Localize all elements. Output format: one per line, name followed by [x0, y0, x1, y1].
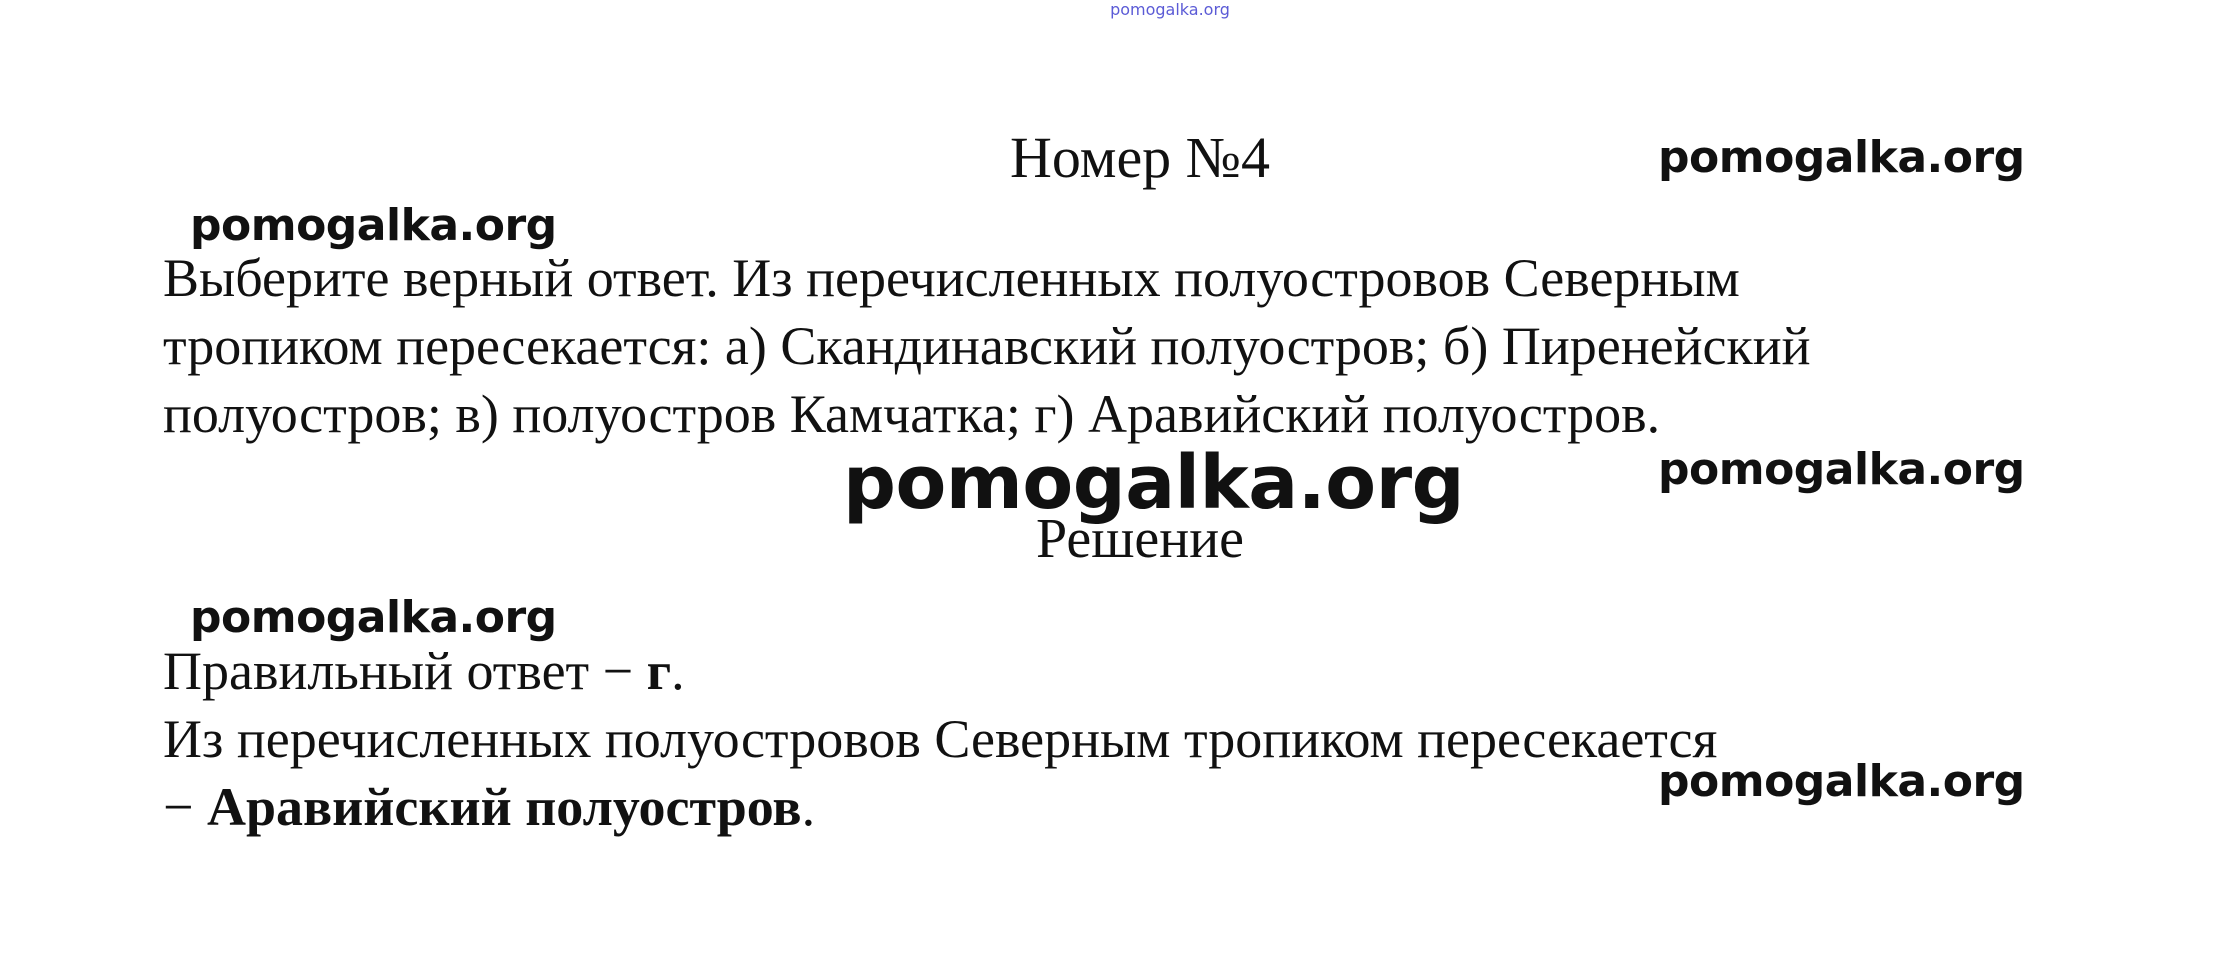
question-line: Выберите верный ответ. Из перечисленных полуостровов Северным: [163, 248, 1740, 308]
question-line: полуостров; в) полуостров Камчатка; г) Аравийский полуостров.: [163, 384, 1661, 444]
answer-line: [163, 637, 2063, 705]
answer-prefix: Правильный ответ −: [163, 641, 647, 701]
top-url-watermark: pomogalka.org: [1110, 0, 1230, 19]
answer-suffix: .: [671, 641, 685, 701]
watermark: pomogalka.org: [1658, 444, 2025, 495]
watermark: pomogalka.org: [1658, 756, 2025, 807]
watermark: pomogalka.org: [1658, 132, 2025, 183]
answer-text: [163, 637, 2063, 841]
watermark: pomogalka.org: [190, 592, 557, 643]
task-title: Номер №4: [1009, 125, 1271, 190]
explanation-dash: −: [163, 777, 207, 837]
explanation-bold: Аравийский полуостров: [206, 777, 802, 837]
explanation-end: .: [801, 777, 816, 837]
explanation-line: Из перечисленных полуостровов Северным тропиком пересекается: [163, 709, 1718, 769]
watermark-large: pomogalka.org: [843, 440, 1465, 526]
watermark: pomogalka.org: [190, 200, 557, 251]
question-text: [163, 244, 2063, 448]
answer-letter: г: [646, 641, 672, 701]
question-line: тропиком пересекается: а) Скандинавский полуостров; б) Пиренейский: [163, 316, 1811, 376]
solution-heading: Решение: [1035, 508, 1245, 570]
